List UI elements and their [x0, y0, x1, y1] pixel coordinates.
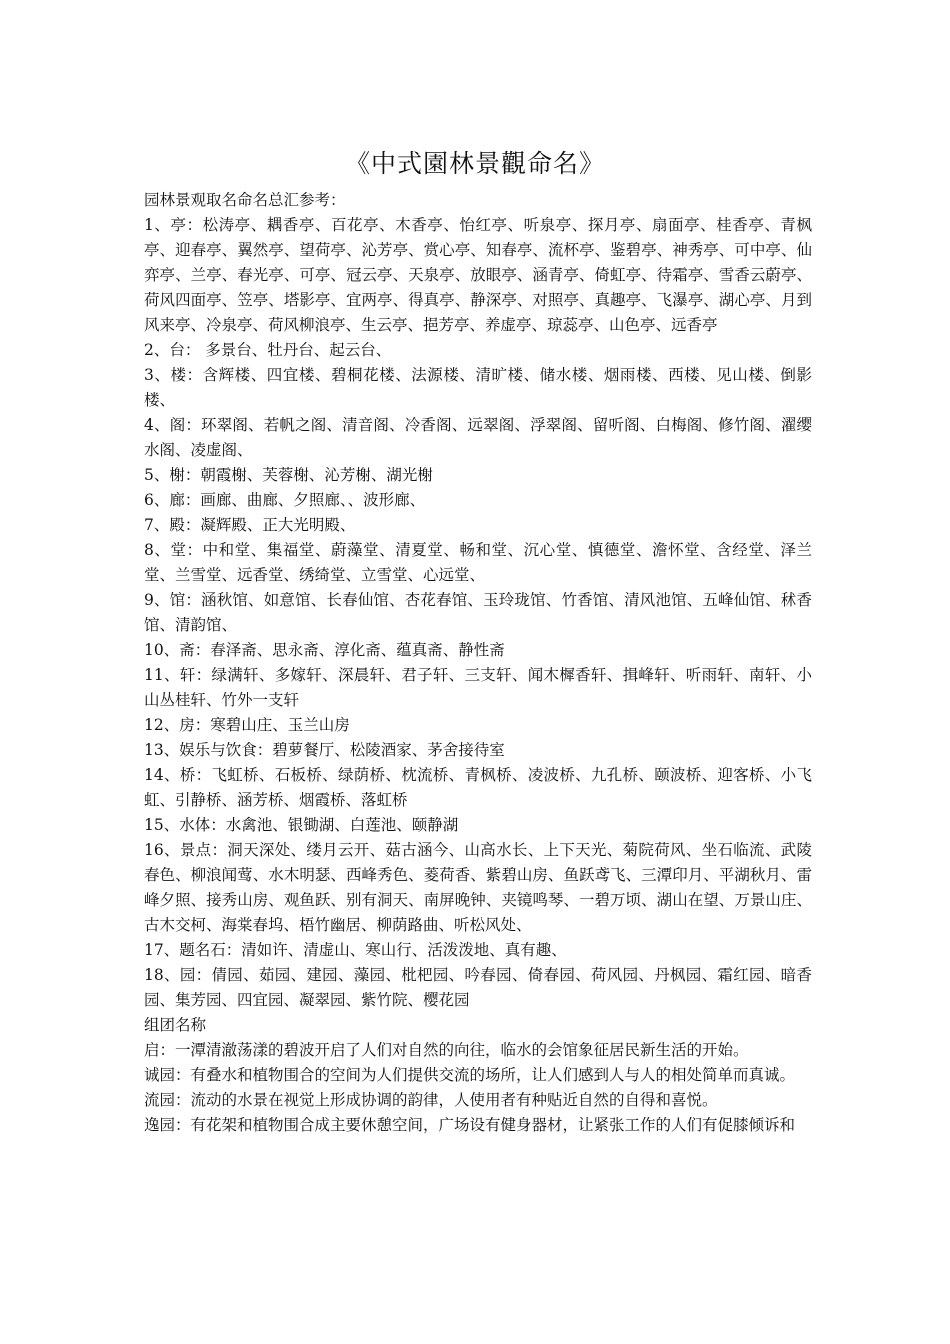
entry-fang: 12、房：寒碧山庄、玉兰山房 [144, 716, 350, 734]
entry-timingshi: 17、题名石：清如许、清虚山、寒山行、活泼泼地、真有趣、 [144, 941, 567, 959]
group-yiyuan: 逸园：有花架和植物围合成主要休憩空间，广场设有健身器材，让紧张工作的人们有促膝倾诉和 [144, 1116, 796, 1134]
entry-jingdian: 16、景点：洞天深处、缕月云开、菇古涵今、山高水长、上下天光、菊院荷风、坐石临流、武陵春色、柳浪闻莺、水木明瑟、西峰秀色、菱荷香、紫碧山房、鱼跃鸢飞、三潭印月、平湖秋月、雷峰夕照、接秀山房、观鱼跃、别有洞天、南屏晚钟、夹镜鸣琴、一碧万顷、湖山在望、万景山庄、古木交柯、海棠春坞、梧竹幽居、柳荫路曲、听松风处、 [144, 841, 812, 934]
intro-line: 园林景观取名命名总汇参考： [144, 191, 346, 209]
entry-lang: 6、廊：画廊、曲廊、夕照廊、、波形廊、 [144, 491, 426, 509]
entry-yuan: 18、园：倩园、茹园、建园、藻园、枇杷园、吟春园、倚春园、荷风园、丹枫园、霜红园、暗香园、集芳园、四宜园、凝翠园、紫竹院、樱花园 [144, 966, 812, 1009]
entry-xie: 5、榭：朝霞榭、芙蓉榭、沁芳榭、湖光榭 [144, 466, 433, 484]
document-body [144, 188, 812, 1138]
entry-tai: 2、台： 多景台、牡丹台、起云台、 [144, 341, 392, 359]
entry-qiao: 14、桥：飞虹桥、石板桥、绿荫桥、枕流桥、青枫桥、凌波桥、九孔桥、颐波桥、迎客桥、小飞虹、引静桥、涵芳桥、烟霞桥、落虹桥 [144, 766, 812, 809]
group-qi: 启：一潭清澈荡漾的碧波开启了人们对自然的向往，临水的会馆象征居民新生活的开始。 [144, 1041, 749, 1059]
entry-lou: 3、楼：含辉楼、四宜楼、碧桐花楼、法源楼、清旷楼、储水楼、烟雨楼、西楼、见山楼、倒影楼、 [144, 366, 812, 409]
group-liuyuan: 流园：流动的水景在视觉上形成协调的韵律，人使用者有种贴近自然的自得和喜悦。 [144, 1091, 718, 1109]
entry-ting: 1、亭：松涛亭、耦香亭、百花亭、木香亭、怡红亭、听泉亭、探月亭、扇面亭、桂香亭、青枫亭、迎春亭、翼然亭、望荷亭、沁芳亭、赏心亭、知春亭、流杯亭、鉴碧亭、神秀亭、可中亭、仙弈亭、兰亭、春光亭、可亭、冠云亭、天泉亭、放眼亭、涵青亭、倚虹亭、待霜亭、雪香云蔚亭、荷风四面亭、笠亭、塔影亭、宜两亭、得真亭、静深亭、对照亭、真趣亭、飞瀑亭、湖心亭、月到风来亭、冷泉亭、荷风柳浪亭、生云亭、挹芳亭、养虚亭、琼蕊亭、山色亭、远香亭 [144, 216, 812, 334]
entry-tang: 8、堂：中和堂、集福堂、蔚藻堂、清夏堂、畅和堂、沉心堂、慎德堂、澹怀堂、含经堂、泽兰堂、兰雪堂、远香堂、绣绮堂、立雪堂、心远堂、 [144, 541, 812, 584]
entry-shuiti: 15、水体：水禽池、银锄湖、白莲池、颐静湖 [144, 816, 459, 834]
entry-dian: 7、殿：凝辉殿、正大光明殿、 [144, 516, 356, 534]
group-chengyuan: 诚园：有叠水和植物围合的空间为人们提供交流的场所，让人们感到人与人的相处简单而真诚。 [144, 1066, 796, 1084]
entry-zhai: 10、斋：春泽斋、思永斋、淳化斋、蕴真斋、静性斋 [144, 641, 505, 659]
document-title: 《中式園林景觀命名》 [344, 149, 605, 178]
entry-guan: 9、馆：涵秋馆、如意馆、长春仙馆、杏花春馆、玉玲珑馆、竹香馆、清风池馆、五峰仙馆、秫香馆、清韵馆、 [144, 591, 812, 634]
section-heading-group-names: 组团名称 [144, 1016, 207, 1034]
entry-ge: 4、阁：环翠阁、若帆之阁、清音阁、冷香阁、远翠阁、浮翠阁、留听阁、白梅阁、修竹阁、濯缨水阁、凌虚阁、 [144, 416, 812, 459]
entry-yule: 13、娱乐与饮食：碧萝餐厅、松陵酒家、茅舍接待室 [144, 741, 505, 759]
entry-xuan: 11、轩：绿满轩、多嫁轩、深晨轩、君子轩、三支轩、闻木樨香轩、揖峰轩、听雨轩、南轩、小山丛桂轩、竹外一支轩 [144, 666, 812, 709]
